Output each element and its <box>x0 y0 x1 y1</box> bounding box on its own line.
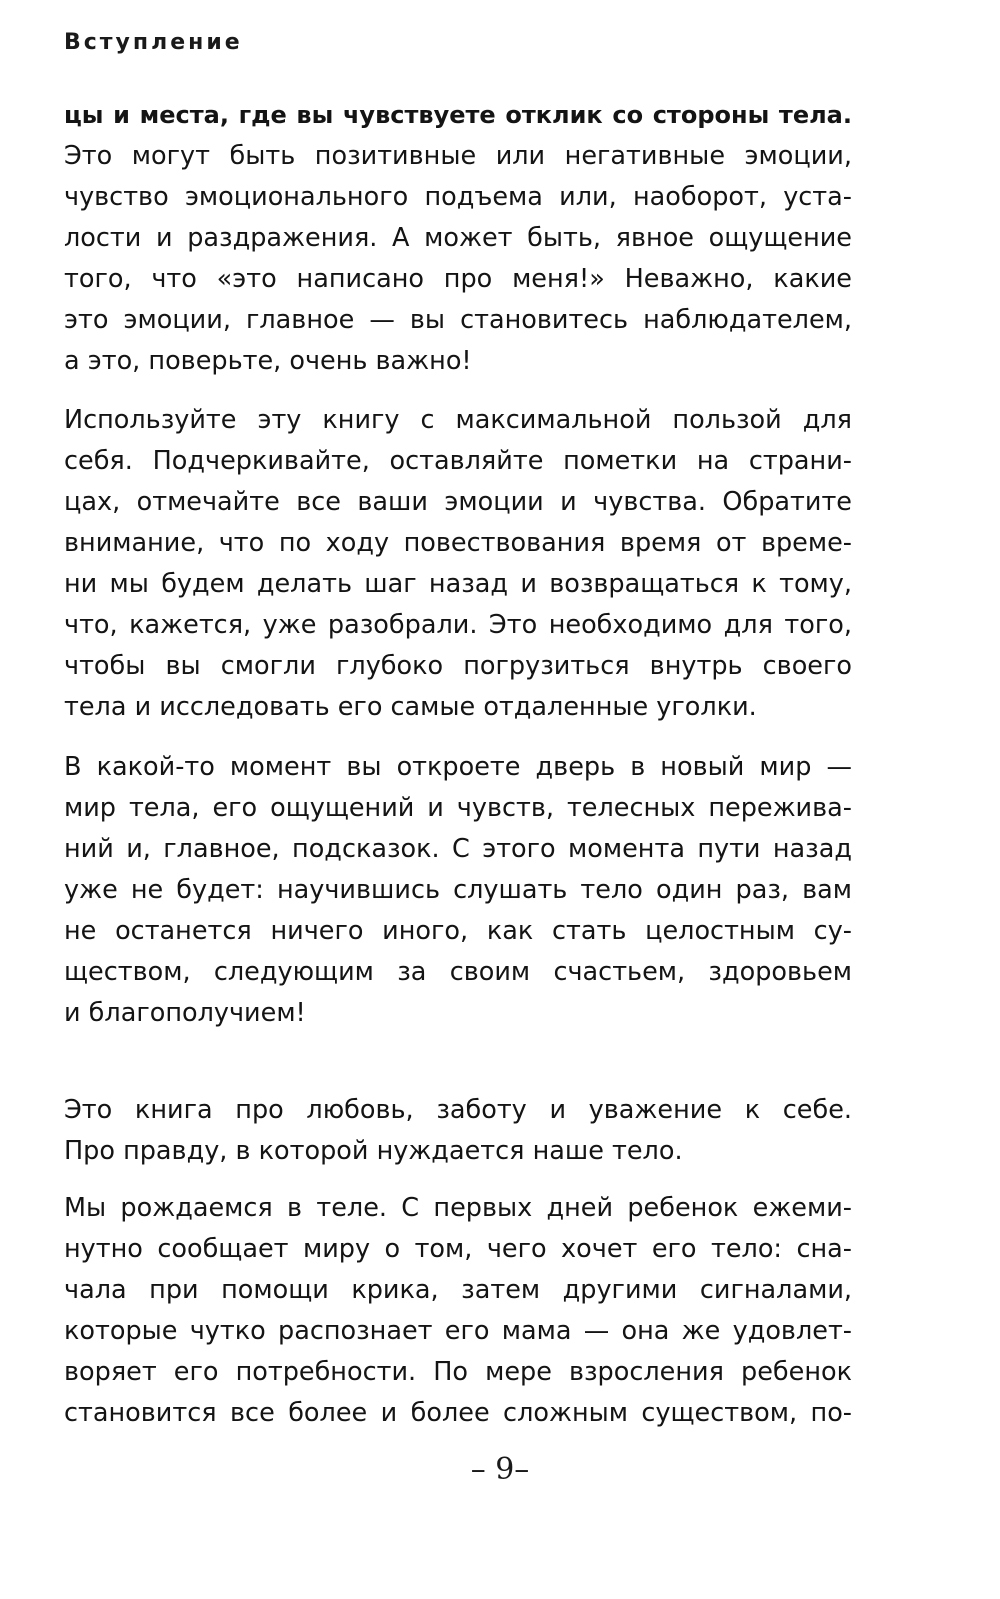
text-line: Про правду, в которой нуждается наше тело. <box>64 1136 683 1166</box>
paragraph <box>64 400 852 728</box>
text-line: которые чутко распознает его мама — она же удовлет- <box>64 1316 852 1346</box>
text-line: это эмоции, главное — вы становитесь наблюдателем, <box>64 305 852 335</box>
text-line: ществом, следующим за своим счастьем, здоровьем <box>64 957 852 987</box>
text-line: чала при помощи крика, затем другими сигналами, <box>64 1275 852 1305</box>
running-head: Вступление <box>64 30 243 55</box>
page-number: – 9– <box>470 1452 530 1487</box>
text-line: тела и исследовать его самые отдаленные уголки. <box>64 692 757 722</box>
text-line: внимание, что по ходу повествования время от време- <box>64 528 852 558</box>
paragraph <box>64 1090 852 1172</box>
text-line: Это книга про любовь, заботу и уважение к себе. <box>64 1095 852 1125</box>
text-line: уже не будет: научившись слушать тело один раз, вам <box>64 875 852 905</box>
text-line: чтобы вы смогли глубоко погрузиться внутрь своего <box>64 651 852 681</box>
text-line: воряет его потребности. По мере взросления ребенок <box>64 1357 852 1387</box>
paragraph <box>64 95 852 382</box>
text-line: становится все более и более сложным существом, по- <box>64 1398 852 1428</box>
text-line: Мы рождаемся в теле. С первых дней ребенок ежеми- <box>64 1193 852 1223</box>
text-line: нутно сообщает миру о том, чего хочет его тело: сна- <box>64 1234 852 1264</box>
text-line: цах, отмечайте все ваши эмоции и чувства. Обратите <box>64 487 852 517</box>
text-line: лости и раздражения. А может быть, явное ощущение <box>64 223 852 253</box>
text-line: себя. Подчеркивайте, оставляйте пометки на страни- <box>64 446 852 476</box>
text-line: В какой-то момент вы откроете дверь в новый мир — <box>64 752 852 782</box>
text-line: Это могут быть позитивные или негативные эмоции, <box>64 141 852 171</box>
paragraph <box>64 747 852 1034</box>
text-line: что, кажется, уже разобрали. Это необходимо для того, <box>64 610 852 640</box>
text-line: а это, поверьте, очень важно! <box>64 346 472 376</box>
text-line: ний и, главное, подсказок. С этого момента пути назад <box>64 834 852 864</box>
text-line: Используйте эту книгу с максимальной пользой для <box>64 405 852 435</box>
text-line: цы и места, где вы чувствуете отклик со стороны тела. <box>64 101 852 129</box>
text-line: чувство эмоционального подъема или, наоборот, уста- <box>64 182 852 212</box>
text-line: ни мы будем делать шаг назад и возвращаться к тому, <box>64 569 852 599</box>
text-line: и благополучием! <box>64 998 306 1028</box>
paragraph <box>64 1188 852 1434</box>
text-line: того, что «это написано про меня!» Неважно, какие <box>64 264 852 294</box>
text-line: мир тела, его ощущений и чувств, телесных пережива- <box>64 793 852 823</box>
text-line: не останется ничего иного, как стать целостным су- <box>64 916 852 946</box>
